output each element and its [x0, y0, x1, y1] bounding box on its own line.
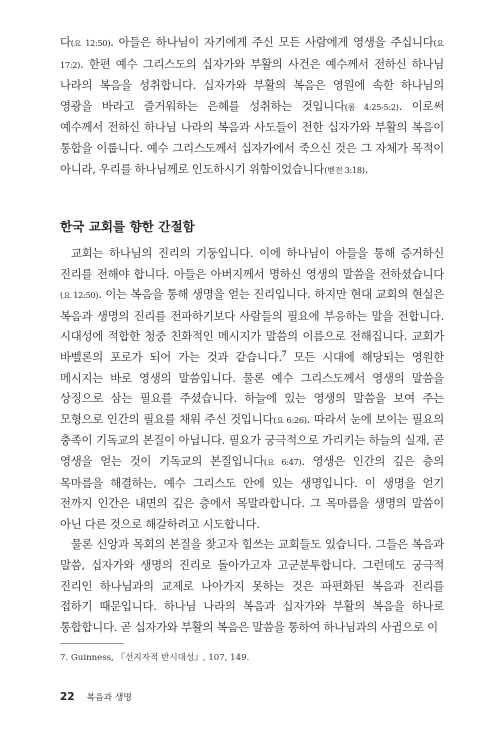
scripture-reference: (롬 4:25-5:2): [344, 101, 399, 112]
footnote: 7. Guinness, 『선지자적 반시대성』, 107, 149.: [60, 653, 250, 663]
body-paragraph: [60, 534, 444, 637]
book-title: 복음과 생명: [86, 693, 132, 703]
footnote-divider: [60, 643, 124, 644]
text-run: . 아들은 하나님이 자기에게 주신 모든 사람에게 영생을 주십니다: [110, 35, 434, 49]
text-run: 다: [60, 35, 71, 49]
text-run: 물론 신앙과 목회의 본질을 찾고자 힘쓰는 교회들도 있습니다. 그들은 복음과 말씀, 십자가와 생명의 진리로 돌아가고자 고군분투합니다. 그런데도 궁극적 진리인 하나님과의 교제로 나아가지 못하는 것은 파편화된 복음과 진리를 접하기 때문입니다. 하나님 나라의 복음과 십자가와 부활의 복음을 하나로 통합합니다. 곧 십자가와 부활의 복음은 말씀을 통하여 하나님과의 사귐으로 이: [60, 537, 444, 634]
paragraph-continued: [60, 32, 444, 180]
section-body: [60, 243, 444, 637]
text-run: . 한편 예수 그리스도의 십자가와 부활의 사건은 예수께서 전하신 하나님 나라의 복음을 성취합니다. 십자가와 부활의 복음은 영원에 속한 하나님의 영광을 바라고 즐거워하는 은혜를 성취하는 것입니다: [60, 56, 444, 113]
body-paragraph: [60, 243, 444, 534]
page-number: 22: [60, 691, 75, 703]
scripture-reference: (벧전 3:18): [324, 164, 365, 175]
text-run: . 이는 복음을 통해 생명을 얻는 진리입니다. 하지만 현대 교회의 현실은 복음과 생명의 진리를 전파하기보다 사람들의 필요에 부응하는 말을 전합니다. 시대성에 적합한 청중 친화적인 메시지가 말씀의 이름으로 전해집니다. 교회가 바벨론의 포로가 되어 가는 것과 같습니다.: [60, 287, 444, 364]
scripture-reference: (요 12:50): [70, 38, 111, 48]
text-run: .: [364, 161, 369, 176]
text-run: 교회는 하나님의 진리의 기둥입니다. 이에 하나님이 아들을 통해 증거하신 진리를 전해야 합니다. 아들은 아버지께서 명하신 영생의 말씀을 전하셨습니다: [60, 246, 444, 281]
footnote-marker: 7: [281, 349, 287, 359]
page-footer: [60, 690, 132, 705]
text-run: . 이로써 예수께서 전하신 하나님 나라의 복음과 사도들이 전한 십자가와 부활의 복음이 통합을 이룹니다. 예수 그리스도께서 십자가에서 죽으신 것은 그 자체가 목적이 아니라, 우리를 하나님께로 인도하시기 위함이었습니다: [60, 98, 444, 176]
text-run: . 따라서 눈에 보이는 필요의 충족이 기독교의 본질이 아닙니다. 필요가 궁극적으로 가리키는 하늘의 실재, 곧 영생을 얻는 것이 기독교의 본질입니다: [60, 411, 444, 468]
scripture-reference: (요 6:47): [263, 456, 302, 467]
text-run: . 영생은 인간의 깊은 층의 목마름을 해결하는, 예수 그리스도 안에 있는 생명입니다. 이 생명을 얻기 전까지 인간은 내면의 깊은 층에서 목말라합니다. 그 목마름을 생명의 말씀이 아닌 다른 것으로 해갈하려고 시도합니다.: [60, 453, 444, 531]
scripture-reference: (요 12:50): [60, 290, 99, 301]
text-run: 모든 시대에 해당되는 영원한 메시지는 바로 영생의 말씀입니다. 물론 예수 그리스도께서 영생의 말씀을 상징으로 삼는 필요를 주셨습니다. 하늘에 있는 영생의 말씀을 보여 주는 모형으로 인간의 필요를 채워 주신 것입니다: [60, 349, 444, 426]
scripture-reference: (요 6:26): [273, 414, 307, 425]
scripture-reference: (요 17:2): [60, 38, 444, 70]
section-heading: 한국 교회를 향한 간절함: [60, 219, 195, 234]
